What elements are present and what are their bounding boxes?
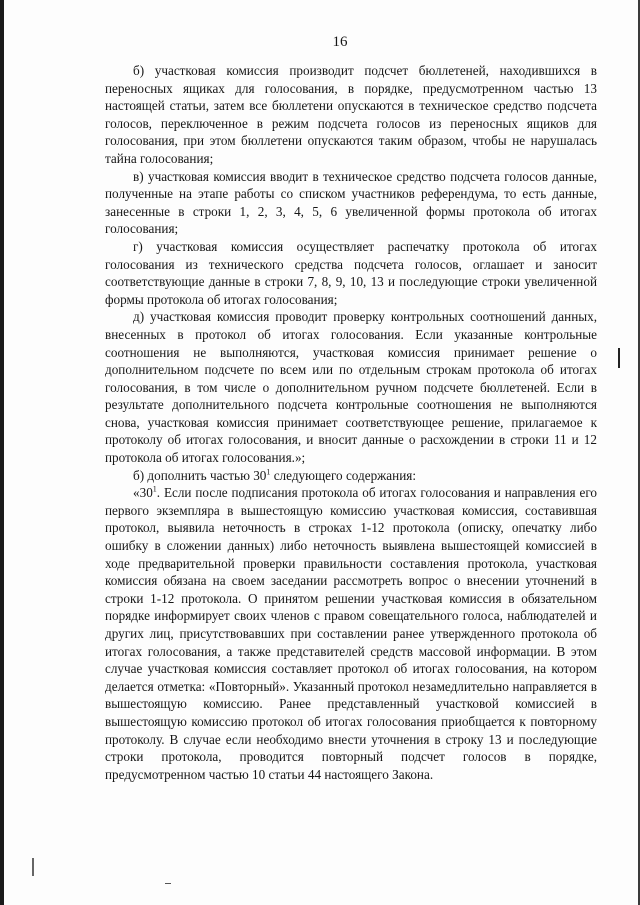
- paragraph-v: в) участковая комиссия вводит в техническое средство подсчета голосов данные, полученные на этапе работы со списком участников референдума, то есть данные, занесенные в строки 1, 2, 3, 4, 5, 6 увеличенной формы протокола об итогах голосования;: [105, 168, 597, 237]
- scan-edge-left: [0, 0, 4, 905]
- paragraph-part-30-1: [105, 484, 597, 783]
- amend-intro: б) дополнить частью 30: [133, 467, 267, 483]
- paragraph-d: д) участковая комиссия проводит проверку контрольных соотношений данных, внесенных в протокол об итогах голосования. Если указанные контрольные соотношения не выполняются, участковая комиссия принимает решение о дополнительном подсчете по всем или по отдельным строкам протокола об итогах голосования, в том числе о дополнительном ручном подсчете бюллетеней. Если в результате дополнительного подсчета контрольные соотношения не выполняются снова, участковая комиссия принимает соответствующее решение, прилагаемое к протоколу об итогах голосования, и вносит данные о расхождении в строки 11 и 12 протокола об итогах голосования.»;: [105, 309, 597, 466]
- document-body: [105, 62, 597, 783]
- superscript: 1: [266, 467, 271, 477]
- part-number: «30: [133, 485, 153, 501]
- scan-artifact-dot: [165, 883, 171, 884]
- part-text: . Если после подписания протокола об итогах голосования и направления его первого экземпляра в вышестоящую комиссию участковая комиссия, составившая протокол, выявила неточность в строках 1-12 протокола (описку, опечатку либо ошибку в сложении данных) либо неточность выявлена вышестоящей комиссией в ходе предварительной проверки правильности составления протокола, участковая комиссия обязана на своем заседании рассмотреть вопрос о внесении уточнений в строки 1-12 протокола. О принятом решении участковая комиссия в обязательном порядке информирует своих членов с правом совещательного голоса, наблюдателей и других лиц, присутствовавших при составлении ранее утвержденного протокола об итогах голосования, а также представителей средств массовой информации. В этом случае участковая комиссия составляет протокол об итогах голосования, на котором делается отметка: «Повторный». Указанный протокол незамедлительно направляется в вышестоящую комиссию. Ранее представленный участковой комиссией в вышестоящую комиссию протокол об итогах голосования приобщается к повторному протоколу. В случае если необходимо внести уточнения в строку 13 и последующие строки протокола, проводится повторный подсчет голосов в порядке, предусмотренном частью 10 статьи 44 настоящего Закона.: [105, 485, 597, 782]
- margin-mark: [618, 348, 620, 368]
- paragraph-g: г) участковая комиссия осуществляет распечатку протокола об итогах голосования из технического средства подсчета голосов, оглашает и заносит соответствующие данные в строки 7, 8, 9, 10, 13 и последующие строки увеличенной формы протокола об итогах голосования;: [105, 238, 597, 307]
- paragraph-amend-b: [105, 467, 597, 485]
- scan-artifact: [32, 858, 34, 876]
- superscript: 1: [152, 484, 157, 494]
- page-number: 16: [332, 34, 348, 50]
- amend-intro-end: следующего содержания:: [270, 467, 416, 483]
- paragraph-b: б) участковая комиссия производит подсчет бюллетеней, находившихся в переносных ящиках для голосования, в порядке, предусмотренном частью 13 настоящей статьи, затем все бюллетени опускаются в техническое средство подсчета голосов, переключенное в режим подсчета голосов из переносных ящиков для голосования, при этом бюллетени опускаются таким образом, чтобы не нарушалась тайна голосования;: [105, 63, 597, 166]
